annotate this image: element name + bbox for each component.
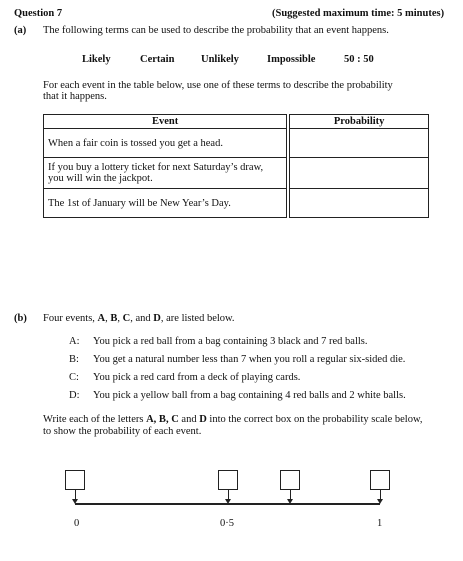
term-certain: Certain [140, 54, 175, 65]
event-letter: D: [69, 390, 80, 401]
answer-box-at-half[interactable] [218, 470, 238, 490]
table-row [44, 129, 429, 158]
letter-c: C [122, 313, 131, 324]
intro-text: , and [130, 313, 154, 324]
probability-answer-cell[interactable] [290, 158, 429, 189]
event-text: If you buy a lottery ticket for next Saturday’s draw, [48, 162, 264, 173]
instruction-text: into the correct box on the probability scale below, [206, 414, 423, 425]
letter-c: C [171, 414, 179, 425]
intro-text: , [117, 313, 123, 324]
event-item-a [69, 336, 368, 347]
probability-answer-cell[interactable] [290, 189, 429, 218]
letter-a: A [146, 414, 154, 425]
table-row [44, 189, 429, 218]
arrow-down-icon [287, 499, 293, 504]
instruction-text: and [178, 414, 200, 425]
letter-d: D [153, 313, 161, 324]
write-instruction-line1: Write each of the letters A, B, C and D into the correct box on the probability scale below, [43, 414, 423, 425]
arrow-down-icon [377, 499, 383, 504]
part-b-intro [43, 313, 235, 324]
arrow-down-icon [72, 499, 78, 504]
event-text: The 1st of January will be New Year’s Day. [48, 197, 231, 209]
term-impossible: Impossible [267, 54, 316, 65]
part-a-label: (a) [14, 25, 27, 36]
letter-b: B [110, 313, 118, 324]
table-header-row [44, 115, 429, 129]
suggested-time: (Suggested maximum time: 5 minutes) [272, 8, 445, 19]
term-likely: Likely [82, 54, 111, 65]
event-cell [44, 158, 287, 189]
term-fifty-fifty: 50 : 50 [344, 54, 374, 65]
term-unlikely: Unlikely [201, 54, 239, 65]
probability-column-header: Probability [290, 115, 429, 129]
event-description: You pick a red card from a deck of playing cards. [93, 372, 301, 383]
intro-text: Four events, [43, 313, 98, 324]
scale-label-1: 1 [377, 518, 383, 529]
letter-b: B [158, 414, 166, 425]
event-letter: A: [69, 336, 80, 347]
probability-table [43, 114, 429, 218]
event-letter: C: [69, 372, 79, 383]
event-description: You get a natural number less than 7 when you roll a regular six-sided die. [93, 354, 406, 365]
scale-label-0: 0 [74, 518, 80, 529]
answer-box-at-0[interactable] [65, 470, 85, 490]
table-row [44, 158, 429, 189]
event-description: You pick a yellow ball from a bag containing 4 red balls and 2 white balls. [93, 390, 406, 401]
part-b-label: (b) [14, 313, 27, 324]
event-cell [44, 189, 287, 218]
event-item-c [69, 372, 300, 383]
event-text-continued: you will win the jackpot. [48, 173, 153, 184]
probability-answer-cell[interactable] [290, 129, 429, 158]
letter-d: D [199, 414, 207, 425]
letter-a: A [97, 313, 106, 324]
answer-box-at-1[interactable] [370, 470, 390, 490]
part-a-instruction-line1: For each event in the table below, use one of these terms to describe the probability [43, 80, 393, 91]
event-description: You pick a red ball from a bag containing 3 black and 7 red balls. [93, 336, 368, 347]
question-number: Question 7 [14, 8, 63, 19]
intro-text: , [105, 313, 111, 324]
intro-text: , are listed below. [160, 313, 235, 324]
event-item-b [69, 354, 405, 365]
scale-label-half: 0·5 [220, 518, 234, 529]
event-item-d [69, 390, 406, 401]
event-letter: B: [69, 354, 79, 365]
event-text: When a fair coin is tossed you get a head. [48, 137, 223, 149]
instruction-text: Write each of the letters [43, 414, 147, 425]
arrow-down-icon [225, 499, 231, 504]
event-column-header: Event [44, 115, 287, 129]
write-instruction-line2: to show the probability of each event. [43, 426, 202, 437]
event-cell [44, 129, 287, 158]
answer-box-between-half-and-1[interactable] [280, 470, 300, 490]
part-a-instruction-line2: that it happens. [43, 91, 107, 102]
part-a-intro: The following terms can be used to describe the probability that an event happens. [43, 25, 389, 36]
